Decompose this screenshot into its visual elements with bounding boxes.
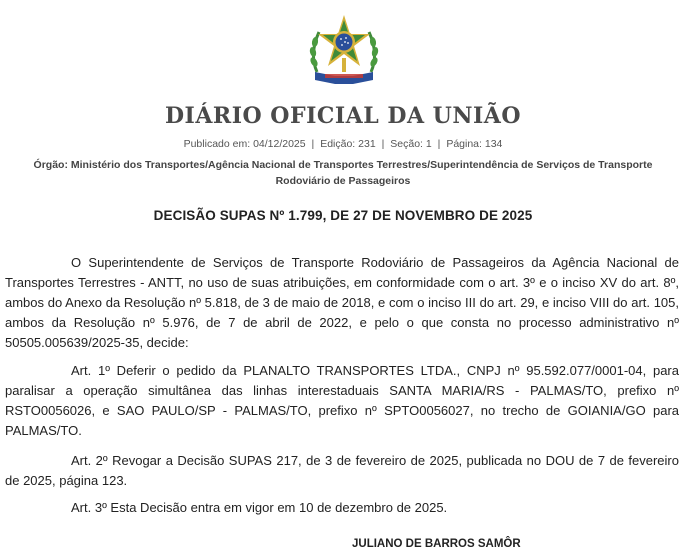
paragraph: Art. 3º Esta Decisão entra em vigor em 10 de dezembro de 2025. (71, 500, 448, 515)
section-label: Seção: (390, 138, 423, 150)
orgao-line (10, 157, 676, 189)
publication-info: Publicado em: 04/12/2025 | Edição: 231 | Seção: 1 | Página: 134 (183, 138, 503, 150)
decision-article-2 (5, 451, 679, 491)
section-number: 1 (425, 138, 432, 150)
paragraph: O Superintendente de Serviços de Transporte Rodoviário de Passageiros da Agência Nacional de Transportes Terrestres - ANTT, no uso de suas atribuições, em conformidade com o art. 3º e o inciso XV do art. 8º, ambos do Anexo da Resolução nº 5.818, de 3 de maio de 2018, e com o inciso III do art. 29, e inciso VIII do art. 105, ambos da Resolução nº 5.976, de 7 de abril de 2022, e pelo o que consta no processo administrativo nº 50505.005639/2025-35, decide: (5, 255, 679, 350)
orgao-name: Ministério dos Transportes/Agência Nacional de Transportes Terrestres/Superintendência de Serviços de Transporte Rodoviário de Passageiros (70, 159, 653, 187)
page-label: Página: (446, 138, 482, 150)
signer-name: JULIANO DE BARROS SAMÔR (352, 538, 521, 550)
page-number: 134 (484, 138, 503, 150)
decision-preamble (5, 253, 679, 353)
edition-label: Edição: (320, 138, 356, 150)
published-label: Publicado em: (183, 138, 251, 150)
edition-number: 231 (358, 138, 376, 150)
paragraph: Art. 1º Deferir o pedido da PLANALTO TRANSPORTES LTDA., CNPJ nº 95.592.077/0001-04, para paralisar a operação simultânea das linhas interestaduais SANTA MARIA/RS - PALMAS/TO, prefixo nº RSTO0056026, e SAO PAULO/SP - PALMAS/TO, prefixo nº SPTO0056027, no trecho de GOIANIA/GO para PALMAS/TO. (5, 363, 679, 438)
masthead-title: DIÁRIO OFICIAL DA UNIÃO (164, 103, 522, 129)
decision-article-3 (5, 498, 679, 518)
orgao-label: Órgão: (33, 159, 68, 171)
decision-article-1 (5, 361, 679, 441)
published-date: 04/12/2025 (253, 138, 306, 150)
brazil-coat-of-arms-icon (305, 14, 383, 86)
paragraph: Art. 2º Revogar a Decisão SUPAS 217, de 3 de fevereiro de 2025, publicada no DOU de 7 de fevereiro de 2025, página 123. (5, 453, 679, 488)
decision-title: DECISÃO SUPAS Nº 1.799, DE 27 DE NOVEMBRO DE 2025 (153, 208, 533, 223)
